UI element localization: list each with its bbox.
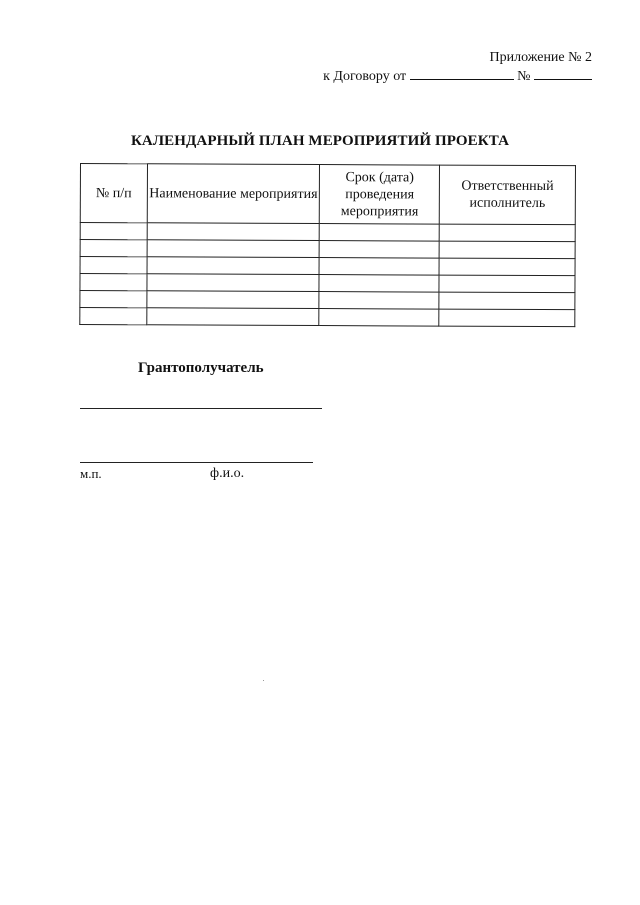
contract-reference — [323, 67, 592, 86]
table-row — [80, 240, 575, 259]
table-cell — [80, 240, 147, 257]
stamp-label: м.п. — [80, 466, 102, 481]
grantee-label: Грантополучатель — [138, 360, 264, 376]
table-header-row — [80, 164, 575, 225]
table-cell — [147, 274, 320, 292]
document-title: КАЛЕНДАРНЫЙ ПЛАН МЕРОПРИЯТИЙ ПРОЕКТА — [130, 133, 510, 149]
table-cell — [147, 240, 320, 258]
table-cell — [439, 224, 575, 242]
name-line — [80, 462, 313, 463]
table-cell — [319, 292, 439, 310]
contract-date-blank — [410, 67, 514, 80]
table-cell — [319, 241, 439, 259]
signature-line — [80, 408, 322, 409]
column-header-number: № п/п — [80, 164, 147, 223]
table-cell — [80, 274, 147, 291]
table-cell — [147, 257, 320, 275]
column-header-responsible: Ответственный исполнитель — [439, 165, 575, 225]
table-cell — [439, 258, 575, 276]
table-cell — [319, 309, 439, 327]
scan-speck — [263, 680, 264, 681]
appendix-label: Приложение № 2 — [489, 50, 592, 65]
column-header-date: Срок (дата) проведения мероприятия — [320, 165, 440, 225]
events-plan-table — [79, 163, 576, 327]
table-row — [80, 257, 575, 276]
table-cell — [320, 224, 440, 242]
full-name-label: ф.и.о. — [210, 466, 245, 481]
table-row — [80, 291, 575, 310]
table-cell — [147, 291, 320, 309]
table-row — [80, 308, 575, 327]
table-cell — [80, 308, 147, 325]
table-row — [80, 274, 575, 293]
column-header-event-name: Наименование мероприятия — [147, 164, 320, 224]
contract-number-blank — [534, 67, 592, 80]
table-cell — [80, 291, 147, 308]
table-cell — [147, 308, 320, 326]
table-body — [80, 223, 575, 327]
table-cell — [319, 275, 439, 293]
table-cell — [439, 275, 575, 293]
appendix-header — [323, 48, 592, 86]
table-cell — [439, 292, 575, 310]
table-cell — [439, 241, 575, 259]
contract-prefix: к Договору от — [323, 69, 407, 84]
table-cell — [439, 309, 575, 327]
table-cell — [80, 257, 147, 274]
table-cell — [80, 223, 147, 240]
table-row — [80, 223, 575, 242]
table-cell — [147, 223, 320, 241]
number-sign: № — [517, 69, 531, 84]
table-cell — [319, 258, 439, 276]
